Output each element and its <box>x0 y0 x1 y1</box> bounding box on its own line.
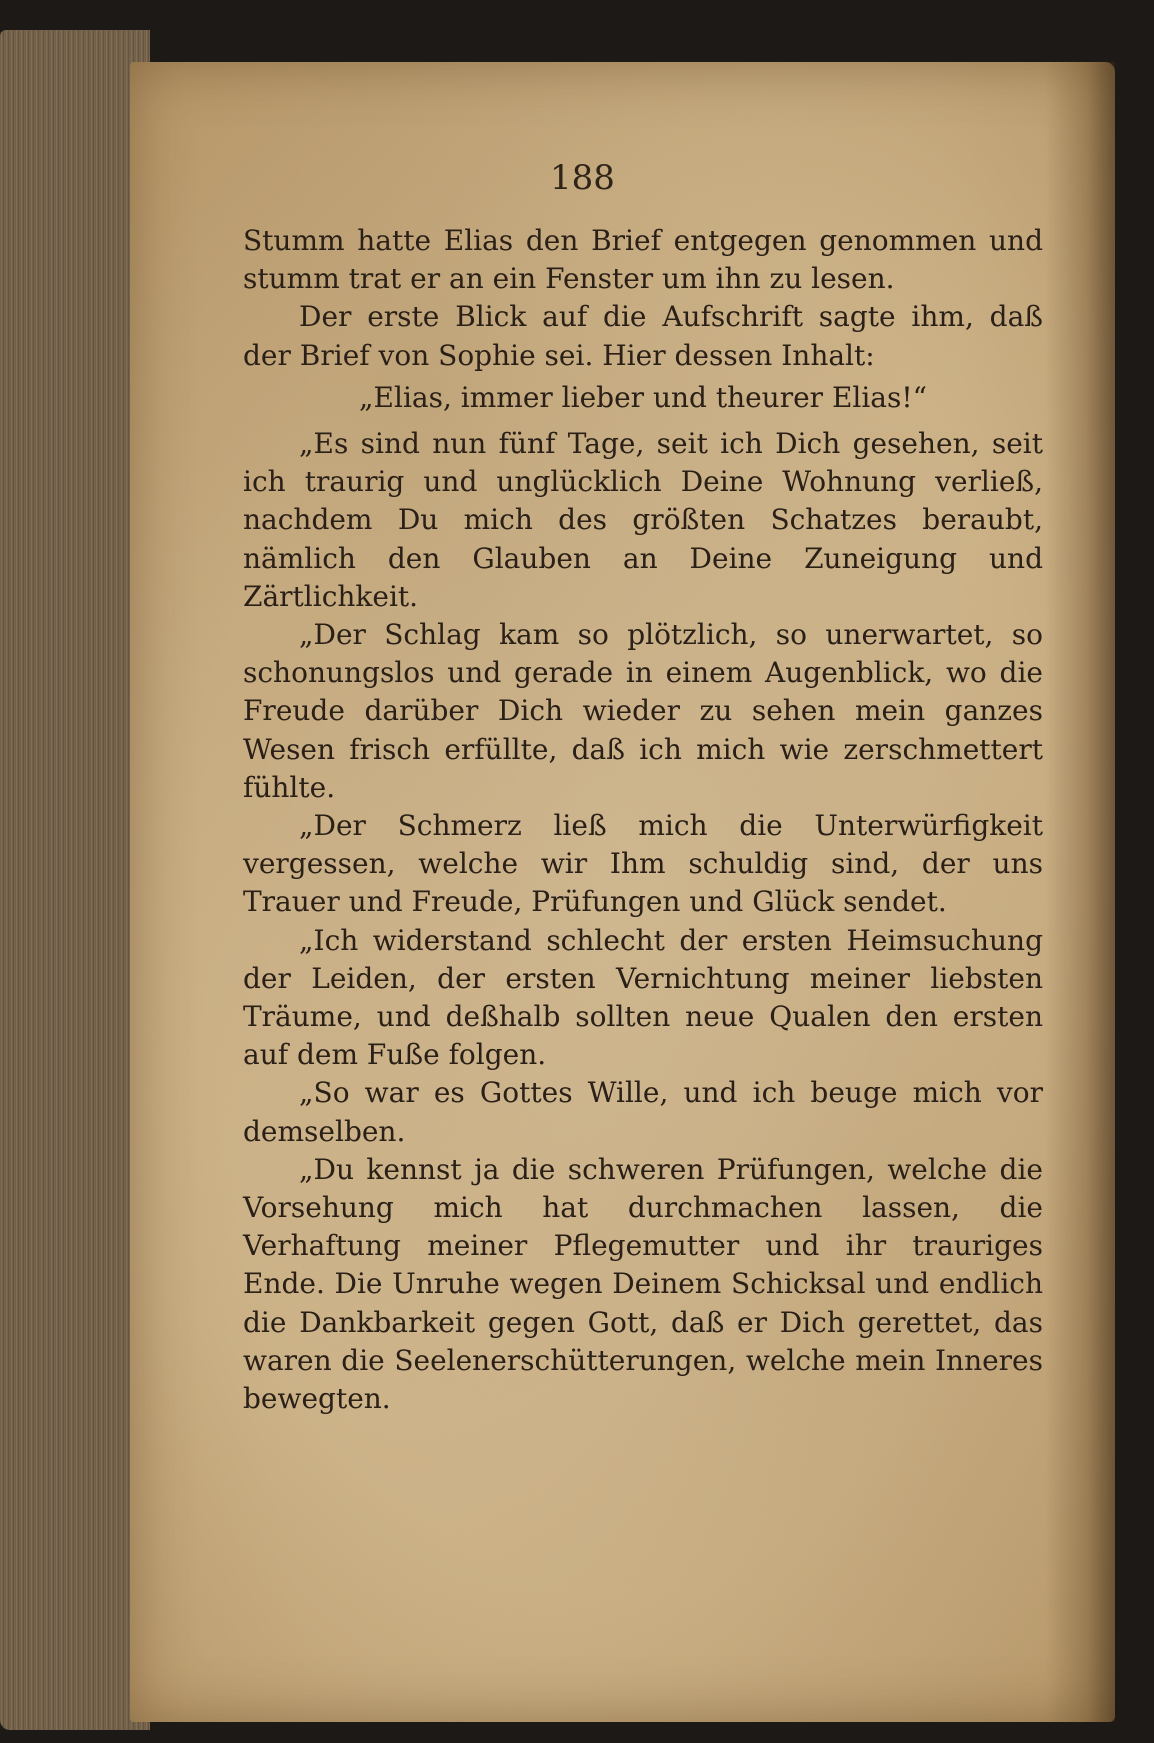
paragraph-6: „Ich widerstand schlecht der ersten Heimsuchung der Leiden, der ersten Vernichtung meiner liebsten Träume, und deßhalb sollten neue Qualen den ersten auf dem Fuße folgen. <box>243 923 1043 1072</box>
paragraph-1: Stumm hatte Elias den Brief entgegen genommen und stumm trat er an ein Fenster um ihn zu lesen. <box>243 224 1043 296</box>
letter-salutation: „Elias, immer lieber und theurer Elias!“ <box>359 380 927 414</box>
page-number: 188 <box>550 158 615 198</box>
book-fore-edge <box>0 30 150 1730</box>
paragraph-4: „Der Schlag kam so plötzlich, so unerwartet, so schonungslos und gerade in einem Augenblick, wo die Freude darüber Dich wieder zu sehen mein ganzes Wesen frisch erfüllte, daß ich mich wie zerschmettert fühlte. <box>243 618 1043 804</box>
paragraph-3: „Es sind nun fünf Tage, seit ich Dich gesehen, seit ich traurig und unglücklich Deine Wohnung verließ, nachdem Du mich des größten Schatzes beraubt, nämlich den Glauben an Deine Zuneigung und Zärtlichkeit. <box>243 427 1043 613</box>
printed-page <box>130 62 1115 1722</box>
paragraph-7: „So war es Gottes Wille, und ich beuge mich vor demselben. <box>243 1076 1043 1148</box>
paragraph-2: Der erste Blick auf die Aufschrift sagte ihm, daß der Brief von Sophie sei. Hier dessen Inhalt: <box>243 300 1043 372</box>
page-gutter-shadow <box>1045 62 1115 1722</box>
paragraph-5: „Der Schmerz ließ mich die Unterwürfigkeit vergessen, welche wir Ihm schuldig sind, der uns Trauer und Freude, Prüfungen und Glück sendet. <box>243 809 1043 919</box>
paragraph-8: „Du kennst ja die schweren Prüfungen, welche die Vorsehung mich hat durchmachen lassen, die Verhaftung meiner Pflegemutter und ihr trauriges Ende. Die Unruhe wegen Deinem Schicksal und endlich die Dankbarkeit gegen Gott, daß er Dich gerettet, das waren die Seelenerschütterungen, welche mein Inneres bewegten. <box>243 1152 1043 1416</box>
body-text <box>243 222 1043 1418</box>
